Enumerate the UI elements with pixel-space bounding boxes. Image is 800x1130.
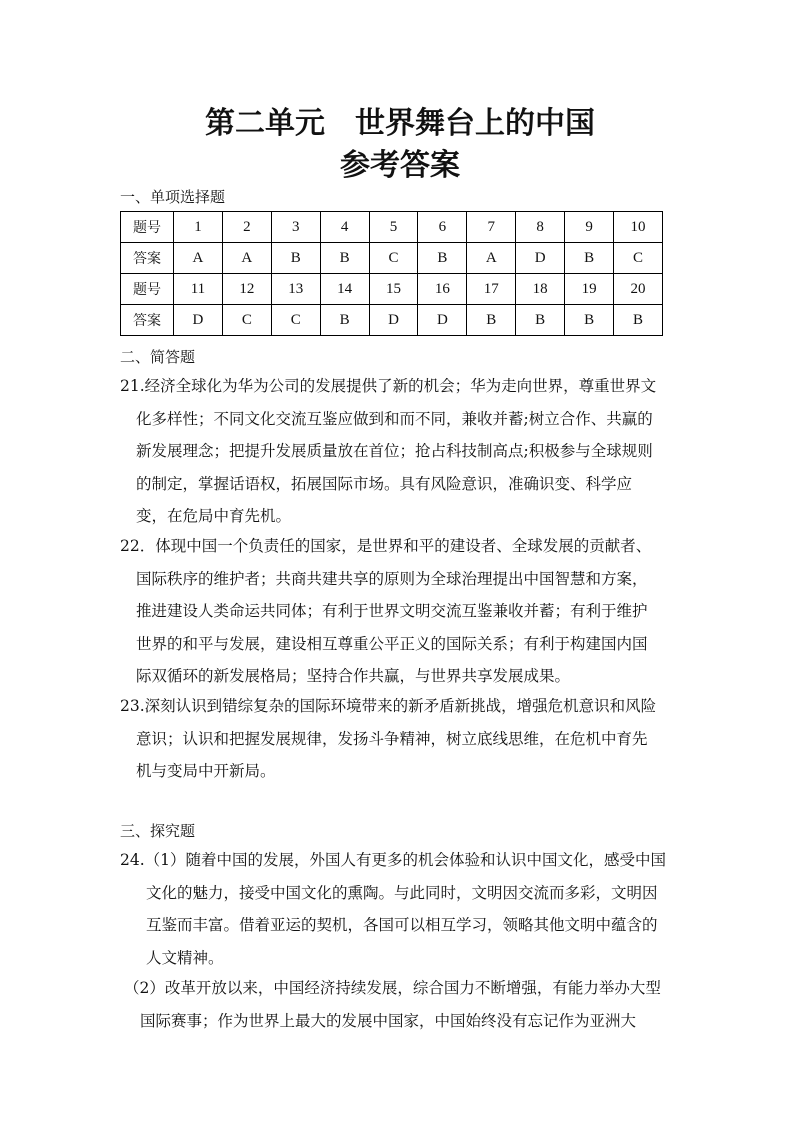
answer-line: （2）改革开放以来，中国经济持续发展，综合国力不断增强，有能力举办大型 (124, 979, 661, 997)
table-cell: B (467, 305, 516, 336)
answer-24-part2 (124, 972, 684, 1037)
table-row-header: 题号 (121, 212, 174, 243)
answer-line: 变，在危局中育先机。 (136, 507, 292, 525)
table-cell: B (320, 243, 369, 274)
table-cell: C (614, 243, 663, 274)
table-cell: B (565, 305, 614, 336)
table-cell: 1 (174, 212, 223, 243)
section-heading-short: 二、简答题 (120, 348, 196, 366)
answer-line: 意识；认识和把握发展规律，发扬斗争精神，树立底线思维，在危机中育先 (136, 729, 648, 748)
table-cell: C (369, 243, 418, 274)
table-cell: B (516, 305, 565, 336)
answer-line: 国际秩序的维护者；共商共建共享的原则为全球治理提出中国智慧和方案， (136, 569, 648, 588)
answer-line: 文化的魅力，接受中国文化的熏陶。与此同时，文明因交流而多彩，文明因 (146, 883, 658, 902)
table-row (121, 274, 663, 305)
table-cell: B (614, 305, 663, 336)
table-cell: 10 (614, 212, 663, 243)
table-cell: 14 (320, 274, 369, 305)
answer-23 (120, 690, 680, 788)
table-cell: B (565, 243, 614, 274)
answer-line: 机与变局中开新局。 (136, 762, 276, 780)
table-cell: 11 (174, 274, 223, 305)
table-cell: 15 (369, 274, 418, 305)
table-cell: C (222, 305, 271, 336)
answer-line: 的制定，掌握话语权，拓展国际市场。具有风险意识，准确识变、科学应 (136, 474, 633, 493)
table-cell: B (320, 305, 369, 336)
table-cell: 8 (516, 212, 565, 243)
answer-22 (120, 530, 680, 693)
table-row-header: 答案 (121, 243, 174, 274)
table-row (121, 212, 663, 243)
table-row (121, 243, 663, 274)
table-cell: 12 (222, 274, 271, 305)
table-cell: 5 (369, 212, 418, 243)
table-cell: C (271, 305, 320, 336)
answer-table (120, 211, 663, 336)
answer-line: 化多样性；不同文化交流互鉴应做到和而不同，兼收并蓄;树立合作、共赢的 (136, 409, 653, 428)
answer-line: 21.经济全球化为华为公司的发展提供了新的机会；华为走向世界，尊重世界文 (120, 377, 657, 395)
answer-line: 国际赛事；作为世界上最大的发展中国家，中国始终没有忘记作为亚洲大 (140, 1011, 637, 1030)
table-cell: 9 (565, 212, 614, 243)
answer-line: 互鉴而丰富。借着亚运的契机，各国可以相互学习，领略其他文明中蕴含的 (146, 916, 658, 934)
table-cell: 17 (467, 274, 516, 305)
table-cell: A (174, 243, 223, 274)
table-cell: 6 (418, 212, 467, 243)
answer-line: 际双循环的新发展格局；坚持合作共赢，与世界共享发展成果。 (136, 667, 571, 685)
table-cell: A (467, 243, 516, 274)
table-row (121, 305, 663, 336)
table-row-header: 答案 (121, 305, 174, 336)
table-cell: 18 (516, 274, 565, 305)
table-cell: B (418, 243, 467, 274)
table-row-header: 题号 (121, 274, 174, 305)
answer-line: 人文精神。 (146, 948, 224, 967)
table-cell: 20 (614, 274, 663, 305)
answer-line: 22．体现中国一个负责任的国家，是世界和平的建设者、全球发展的贡献者、 (120, 537, 652, 555)
section-heading-choice: 一、单项选择题 (120, 188, 226, 206)
section-heading-inquiry: 三、探究题 (120, 822, 196, 840)
table-cell: 19 (565, 274, 614, 305)
table-cell: 2 (222, 212, 271, 243)
answer-line: 世界的和平与发展，建设相互尊重公平正义的国际关系；有利于构建国内国 (136, 634, 648, 653)
table-cell: 7 (467, 212, 516, 243)
table-cell: 16 (418, 274, 467, 305)
table-cell: A (222, 243, 271, 274)
table-cell: 3 (271, 212, 320, 243)
table-cell: 13 (271, 274, 320, 305)
answer-24-part1 (120, 844, 680, 974)
answer-line: 新发展理念；把提升发展质量放在首位；抢占科技制高点;积极参与全球规则 (136, 442, 653, 460)
page-title: 第二单元 世界舞台上的中国 (205, 106, 595, 141)
table-cell: D (516, 243, 565, 274)
answer-21 (120, 370, 680, 533)
page-subtitle: 参考答案 (340, 148, 460, 183)
answer-line: 24.（1）随着中国的发展，外国人有更多的机会体验和认识中国文化，感受中国 (120, 851, 667, 869)
table-cell: D (174, 305, 223, 336)
answer-line: 23.深刻认识到错综复杂的国际环境带来的新矛盾新挑战，增强危机意识和风险 (120, 697, 657, 715)
table-cell: B (271, 243, 320, 274)
table-cell: D (369, 305, 418, 336)
table-cell: 4 (320, 212, 369, 243)
table-cell: D (418, 305, 467, 336)
answer-line: 推进建设人类命运共同体；有利于世界文明交流互鉴兼收并蓄；有利于维护 (136, 602, 648, 620)
